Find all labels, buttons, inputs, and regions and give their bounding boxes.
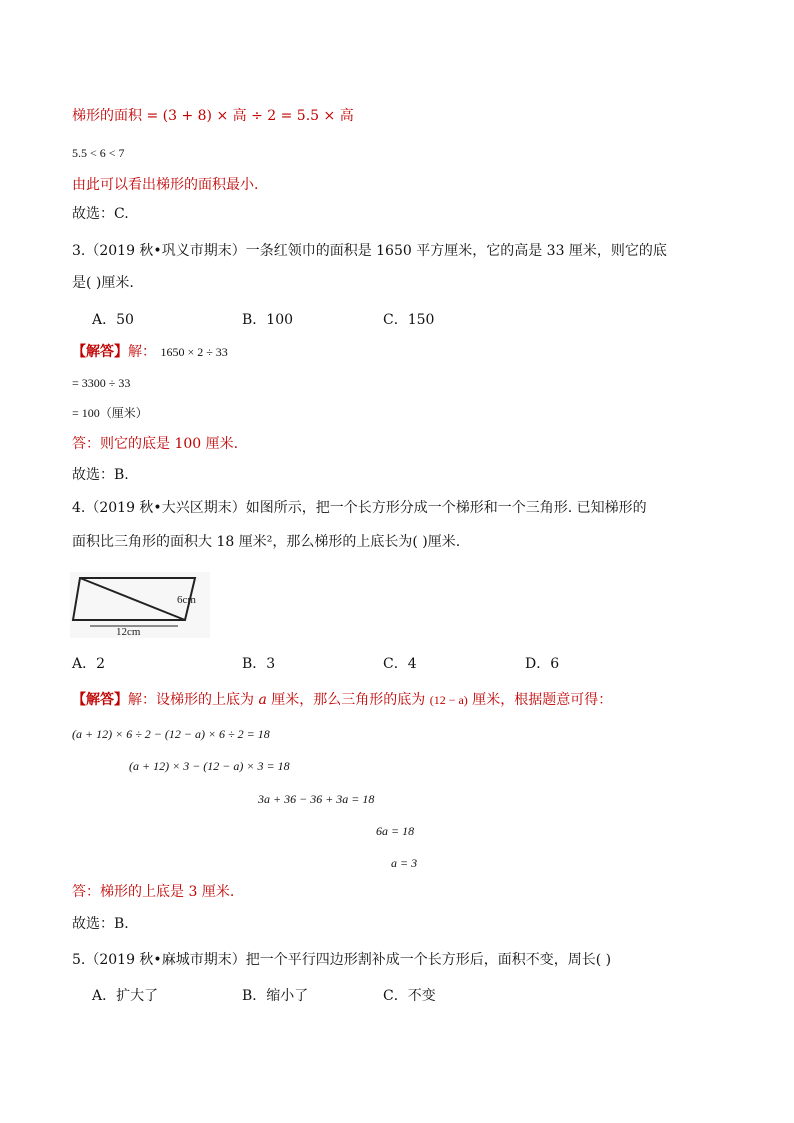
q3-answer-line — [72, 342, 228, 362]
q5-option-a: A．扩大了 — [92, 988, 159, 1004]
q3-work-2: = 3300 ÷ 33 — [72, 376, 131, 390]
q3-work-3: = 100（厘米） — [72, 406, 148, 420]
q4-answer-expr: (12 − a) — [429, 693, 468, 707]
q4-work-2: (a + 12) × 3 − (12 − a) × 3 = 18 — [129, 759, 290, 773]
q4-option-a: A．2 — [72, 656, 106, 672]
q3-choice: 故选：B. — [72, 467, 129, 483]
q4-work-3: 3a + 36 − 36 + 3a = 18 — [258, 792, 375, 806]
q3-answer-prefix: 答：则它的底是 — [72, 436, 175, 452]
q3-stem-line1: 3.（2019 秋•巩义市期末）一条红领巾的面积是 1650 平方厘米，它的高是 33 厘米，则它的底 — [72, 243, 667, 259]
q4-answer-text-2: 厘米，那么三角形的底为 — [266, 692, 430, 708]
side-length-label: 6cm — [177, 594, 196, 606]
q4-answer-prefix: 答：梯形的上底是 — [72, 884, 189, 900]
q4-answer-value: 3 — [188, 884, 198, 900]
q4-stem-line1: 4.（2019 秋•大兴区期末）如图所示，把一个长方形分成一个梯形和一个三角形. 已知梯形的 — [72, 500, 647, 516]
q4-work-4: 6a = 18 — [376, 824, 415, 838]
trapezoid-area-formula: 梯形的面积 = (3 + 8) × 高 ÷ 2 = 5.5 × 高 — [72, 108, 354, 124]
q4-option-b: B．3 — [242, 656, 276, 672]
q4-answer-var: a — [258, 692, 267, 708]
q3-stem-line2: 是( )厘米. — [72, 275, 134, 291]
q3-answer-lead: 解： — [128, 344, 156, 360]
q3-option-a: A．50 — [92, 312, 134, 328]
q3-answer-value: 100 — [174, 436, 202, 452]
q3-answer-tag: 【解答】 — [72, 344, 128, 360]
q5-stem: 5.（2019 秋•麻城市期末）把一个平行四边形割补成一个长方形后，面积不变，周长( ) — [72, 952, 612, 968]
q4-answer-text-1: 解：设梯形的上底为 — [128, 692, 259, 708]
conclusion-text: 由此可以看出梯形的面积最小. — [72, 177, 259, 193]
q5-option-c: C．不变 — [383, 988, 436, 1004]
q3-work-1: 1650 × 2 ÷ 33 — [160, 345, 228, 359]
q4-work-5: a = 3 — [391, 856, 418, 870]
q4-option-d: D．6 — [525, 656, 560, 672]
inequality: 5.5 < 6 < 7 — [72, 146, 125, 160]
q4-answer-suffix: 厘米. — [197, 884, 235, 900]
bottom-length-label: 12cm — [116, 626, 141, 638]
q4-answer-line — [72, 690, 612, 710]
q4-answer-tag: 【解答】 — [72, 692, 128, 708]
q3-option-b: B．100 — [242, 312, 294, 328]
q3-answer-sentence — [72, 434, 238, 454]
q4-stem-line2: 面积比三角形的面积大 18 厘米²，那么梯形的上底长为( )厘米. — [72, 534, 461, 550]
q3-answer-suffix: 厘米. — [201, 436, 239, 452]
q4-option-c: C．4 — [383, 656, 417, 672]
q4-answer-text-3: 厘米，根据题意可得： — [467, 692, 613, 708]
q4-answer-sentence — [72, 882, 234, 902]
q4-work-1: (a + 12) × 6 ÷ 2 − (12 − a) × 6 ÷ 2 = 18 — [72, 727, 270, 741]
q4-choice: 故选：B. — [72, 916, 129, 932]
rectangle-split-figure — [70, 572, 210, 638]
q5-option-b: B．缩小了 — [242, 988, 309, 1004]
q3-option-c: C．150 — [383, 312, 435, 328]
prev-choice: 故选：C. — [72, 206, 129, 222]
